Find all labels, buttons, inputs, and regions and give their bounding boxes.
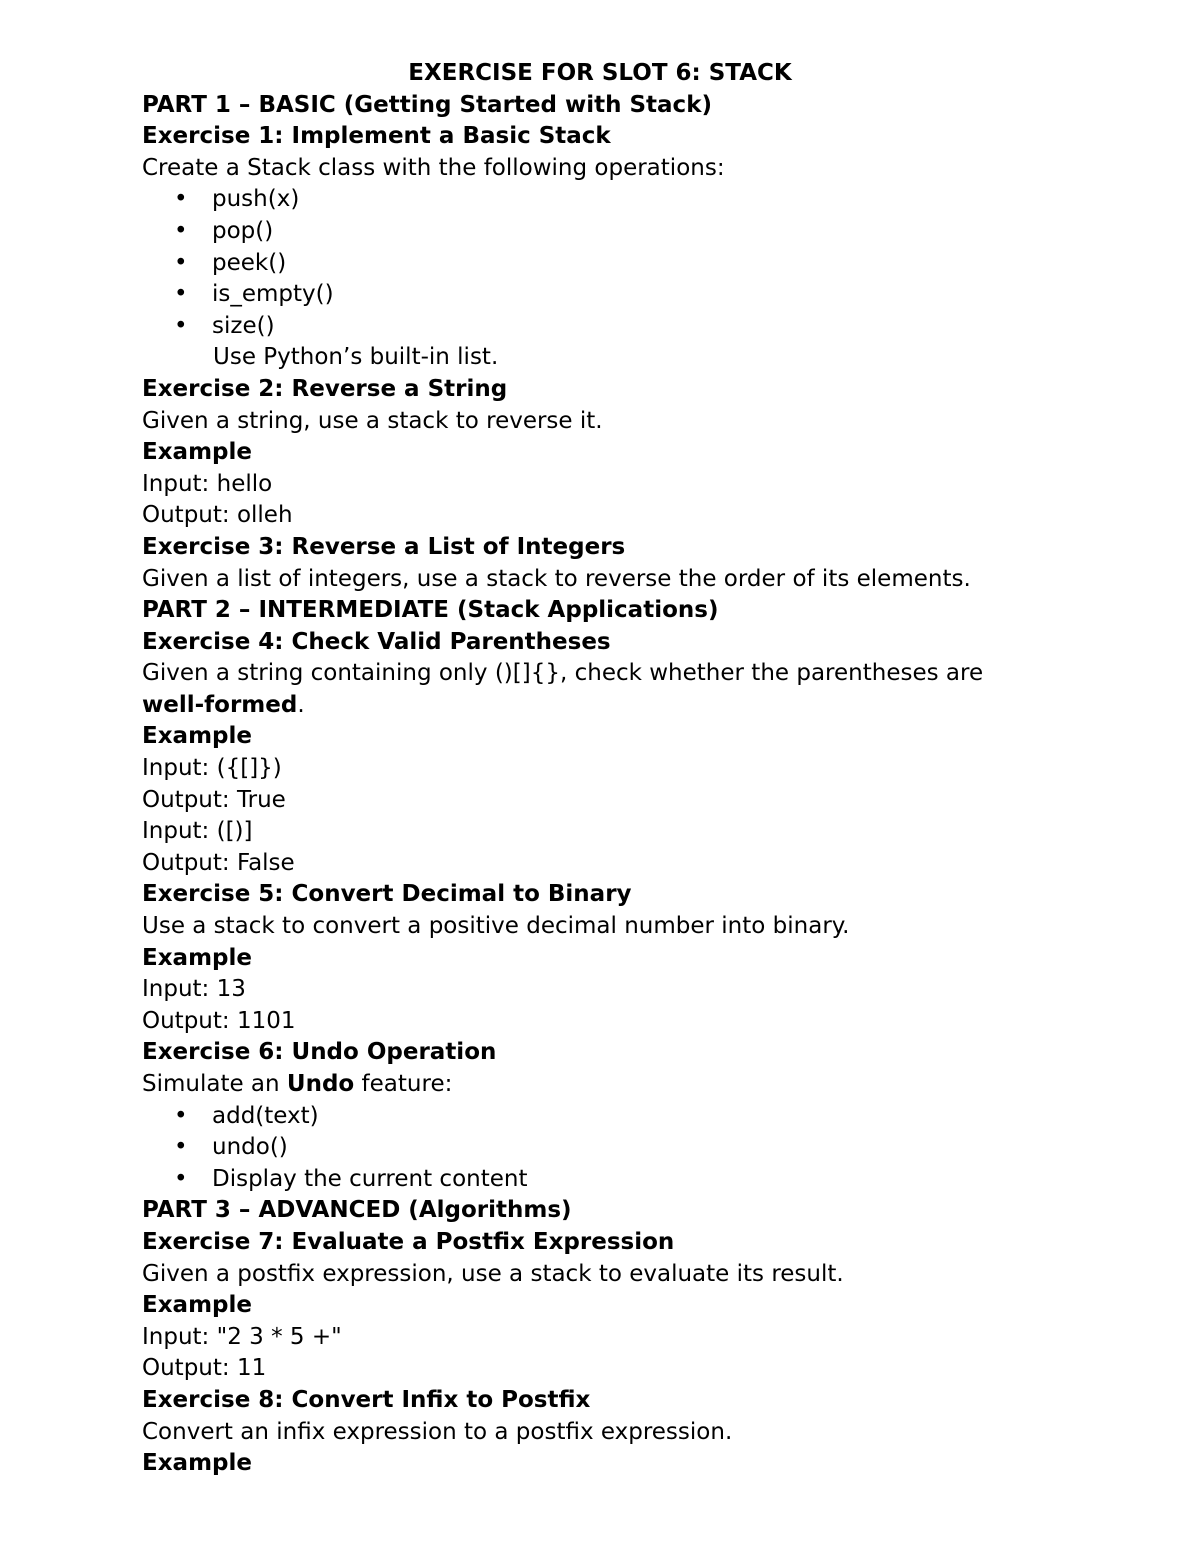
example-input: Input: ([)] (142, 818, 253, 845)
exercise4-description-cont (142, 690, 1082, 722)
bullet-icon: • (174, 1102, 188, 1129)
exercise6-heading: Exercise 6: Undo Operation (142, 1039, 497, 1066)
bullet-icon: • (174, 1165, 188, 1192)
list-item (142, 216, 1082, 248)
part2-heading: PART 2 – INTERMEDIATE (Stack Applications) (142, 597, 719, 624)
example-input: Input: hello (142, 470, 273, 497)
example-input: Input: ({[]}) (142, 755, 282, 782)
list-item (142, 248, 1082, 280)
list-item-text: add(text) (212, 1102, 319, 1129)
list-item-text: pop() (212, 217, 274, 244)
example-input: Input: "2 3 * 5 +" (142, 1323, 342, 1350)
bullet-icon: • (174, 281, 188, 308)
exercise2-description: Given a string, use a stack to reverse it. (142, 407, 603, 434)
example-output: Output: olleh (142, 502, 293, 529)
list-item (142, 279, 1082, 311)
bullet-icon: • (174, 312, 188, 339)
exercise1-note: Use Python’s built-in list. (213, 344, 499, 371)
example-output: Output: 11 (142, 1355, 267, 1382)
exercise7-description: Given a postfix expression, use a stack to evaluate its result. (142, 1260, 844, 1287)
exercise4-description: Given a string containing only ()[]{}, check whether the parentheses are (142, 660, 984, 687)
bullet-icon: • (174, 217, 188, 244)
part1-heading: PART 1 – BASIC (Getting Started with Stack) (142, 91, 713, 118)
example-label: Example (142, 944, 252, 971)
example-label: Example (142, 723, 252, 750)
emphasis-text: Undo (286, 1071, 355, 1097)
exercise2-heading: Exercise 2: Reverse a String (142, 375, 508, 402)
example-label: Example (142, 439, 252, 466)
list-item (142, 1101, 1082, 1133)
emphasis-text: well-formed (142, 691, 298, 718)
exercise6-description (142, 1069, 1082, 1101)
exercise3-heading: Exercise 3: Reverse a List of Integers (142, 533, 626, 560)
list-item-text: peek() (212, 249, 287, 276)
list-item (142, 1164, 1082, 1196)
document-title: EXERCISE FOR SLOT 6: STACK (408, 60, 792, 86)
example-input: Input: 13 (142, 976, 246, 1003)
exercise1-description: Create a Stack class with the following operations: (142, 154, 725, 181)
exercise8-heading: Exercise 8: Convert Infix to Postfix (142, 1386, 591, 1413)
example-output: Output: 1101 (142, 1007, 296, 1034)
exercise5-heading: Exercise 5: Convert Decimal to Binary (142, 881, 632, 908)
bullet-icon: • (174, 1134, 188, 1161)
exercise5-description: Use a stack to convert a positive decimal number into binary. (142, 913, 850, 940)
exercise3-description: Given a list of integers, use a stack to reverse the order of its elements. (142, 565, 971, 592)
bullet-icon: • (174, 249, 188, 276)
description-text: feature: (354, 1071, 453, 1097)
list-item-text: Display the current content (212, 1165, 528, 1192)
exercise8-description: Convert an infix expression to a postfix expression. (142, 1418, 733, 1445)
list-item-text: is_empty() (212, 281, 334, 308)
document-page (142, 58, 1082, 1480)
list-item (142, 184, 1082, 216)
bullet-icon: • (174, 186, 188, 213)
description-text: Simulate an (142, 1071, 287, 1097)
punctuation: . (297, 691, 305, 718)
list-item-text: push(x) (212, 186, 300, 213)
example-output: Output: True (142, 786, 286, 813)
exercise7-heading: Exercise 7: Evaluate a Postfix Expression (142, 1228, 675, 1255)
part3-heading: PART 3 – ADVANCED (Algorithms) (142, 1197, 572, 1224)
exercise1-heading: Exercise 1: Implement a Basic Stack (142, 123, 611, 150)
list-item (142, 311, 1082, 343)
example-label: Example (142, 1292, 252, 1319)
list-item-text: undo() (212, 1134, 288, 1161)
exercise4-heading: Exercise 4: Check Valid Parentheses (142, 628, 611, 655)
list-item-text: size() (212, 312, 275, 339)
example-label: Example (142, 1450, 252, 1477)
example-output: Output: False (142, 849, 295, 876)
list-item (142, 1132, 1082, 1164)
